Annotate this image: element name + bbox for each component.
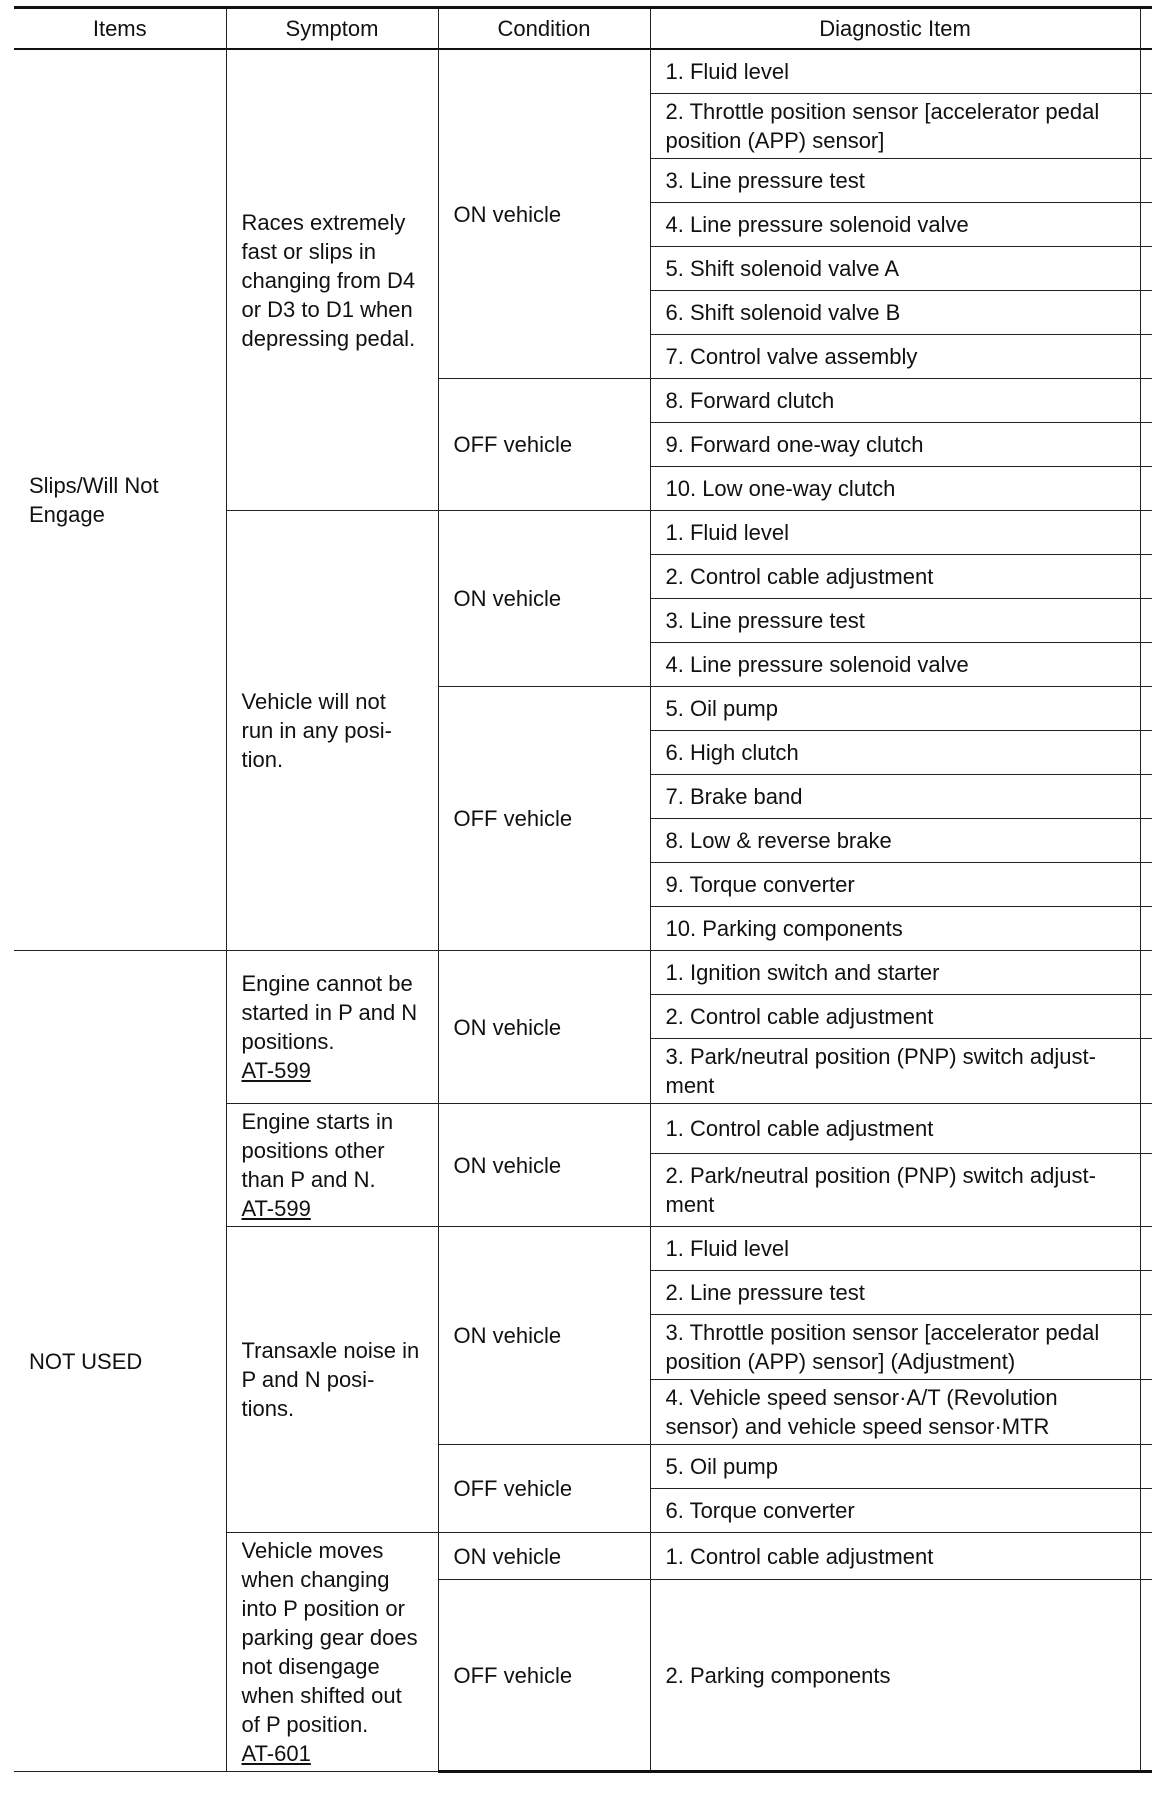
reference-cell [1140,291,1152,335]
diagnostic-item-cell: 1. Fluid level [650,511,1140,555]
reference-cell [1140,335,1152,379]
diagnostic-item-cell: 1. Control cable adjustment [650,1104,1140,1154]
diagnostic-item-cell: 2. Control cable adjustment [650,555,1140,599]
diagnostic-item-cell: 6. Torque converter [650,1489,1140,1533]
header-diagnostic-item: Diagnostic Item [650,8,1140,50]
diagnostic-item-cell: 3. Line pressure test [650,599,1140,643]
diagnostic-item-cell: 5. Oil pump [650,687,1140,731]
symptom-cell [226,951,438,1104]
condition-cell: OFF vehicle [438,687,650,951]
table-body [14,49,1152,1772]
symptom-cell [226,49,438,511]
symptom-text: Engine cannot be started in P and N positions. [241,971,418,1054]
reference-cell [1140,731,1152,775]
condition-cell: ON vehicle [438,49,650,379]
diagnostic-item-cell: 5. Shift solenoid valve A [650,247,1140,291]
diagnostic-table [14,6,1152,1773]
diagnostic-item-cell: 6. Shift solenoid valve B [650,291,1140,335]
reference-cell [1140,863,1152,907]
reference-cell [1140,1104,1152,1154]
condition-cell: OFF vehicle [438,1580,650,1772]
diagnostic-item-cell: 4. Vehicle speed sensor·A/T (Revolution sensor) and vehicle speed sensor·MTR [650,1380,1140,1445]
symptom-cell [226,1533,438,1772]
symptom-text: Transaxle noise in P and N posi-tions. [241,1338,420,1421]
diagnostic-item-cell: 9. Forward one-way clutch [650,423,1140,467]
diagnostic-item-cell: 10. Low one-way clutch [650,467,1140,511]
symptom-cell [226,1227,438,1533]
reference-cell [1140,467,1152,511]
diagnostic-item-cell: 2. Throttle position sensor [accelerator pedal position (APP) sensor] [650,94,1140,159]
symptom-cell [226,1104,438,1227]
condition-cell: ON vehicle [438,1533,650,1580]
condition-cell: ON vehicle [438,951,650,1104]
diagnostic-item-cell: 8. Low & reverse brake [650,819,1140,863]
diagnostic-item-cell: 5. Oil pump [650,1445,1140,1489]
reference-cell [1140,1489,1152,1533]
header-reference-column [1140,8,1152,50]
diagnostic-item-cell: 3. Park/neutral position (PNP) switch adjust-ment [650,1039,1140,1104]
reference-cell [1140,1315,1152,1380]
symptom-cell [226,511,438,951]
table-row [14,49,1152,94]
reference-cell [1140,94,1152,159]
symptom-text: Vehicle moves when changing into P position or parking gear does not disengage when shifted out of P position. [241,1538,418,1737]
header-condition: Condition [438,8,650,50]
reference-cell [1140,1039,1152,1104]
diagnostic-item-cell: 9. Torque converter [650,863,1140,907]
diagnostic-item-cell: 2. Park/neutral position (PNP) switch adjust-ment [650,1153,1140,1226]
reference-cell [1140,687,1152,731]
reference-cell [1140,1271,1152,1315]
reference-cell [1140,49,1152,94]
diagnostic-item-cell: 10. Parking components [650,907,1140,951]
reference-cell [1140,1580,1152,1772]
diagnostic-item-cell: 1. Fluid level [650,49,1140,94]
item-cell: Slips/Will Not Engage [14,49,226,951]
reference-cell [1140,379,1152,423]
reference-cell [1140,1445,1152,1489]
reference-cell [1140,775,1152,819]
diagnostic-item-cell: 4. Line pressure solenoid valve [650,203,1140,247]
symptom-text: Engine starts in positions other than P and N. [241,1109,394,1192]
reference-cell [1140,995,1152,1039]
symptom-text: Races extremely fast or slips in changing from D4 or D3 to D1 when depressing pedal. [241,209,416,351]
condition-cell: ON vehicle [438,1104,650,1227]
diagnostic-item-cell: 7. Control valve assembly [650,335,1140,379]
header-row [14,8,1152,50]
condition-cell: OFF vehicle [438,1445,650,1533]
diagnostic-item-cell: 1. Ignition switch and starter [650,951,1140,995]
diagnostic-item-cell: 2. Line pressure test [650,1271,1140,1315]
condition-cell: OFF vehicle [438,379,650,511]
diagnostic-item-cell: 6. High clutch [650,731,1140,775]
reference-cell [1140,1533,1152,1580]
reference-cell [1140,555,1152,599]
reference-cell [1140,511,1152,555]
table-row [14,951,1152,995]
diagnostic-item-cell: 3. Line pressure test [650,159,1140,203]
reference-cell [1140,203,1152,247]
reference-link[interactable]: AT-599 [241,1058,311,1083]
diagnostic-item-cell: 2. Parking components [650,1580,1140,1772]
condition-cell: ON vehicle [438,1227,650,1445]
reference-cell [1140,1227,1152,1271]
reference-cell [1140,247,1152,291]
diagnostic-item-cell: 4. Line pressure solenoid valve [650,643,1140,687]
diagnostic-item-cell: 1. Fluid level [650,1227,1140,1271]
condition-cell: ON vehicle [438,511,650,687]
item-cell: NOT USED [14,951,226,1772]
reference-cell [1140,1153,1152,1226]
header-symptom: Symptom [226,8,438,50]
reference-cell [1140,159,1152,203]
diagnostic-item-cell: 7. Brake band [650,775,1140,819]
reference-link[interactable]: AT-599 [241,1196,311,1221]
reference-link[interactable]: AT-601 [241,1741,311,1766]
reference-cell [1140,423,1152,467]
diagnostic-item-cell: 3. Throttle position sensor [accelerator pedal position (APP) sensor] (Adjustment) [650,1315,1140,1380]
reference-cell [1140,1380,1152,1445]
reference-cell [1140,907,1152,951]
diagnostic-item-cell: 1. Control cable adjustment [650,1533,1140,1580]
reference-cell [1140,643,1152,687]
reference-cell [1140,599,1152,643]
diagnostic-item-cell: 2. Control cable adjustment [650,995,1140,1039]
symptom-text: Vehicle will not run in any posi-tion. [241,689,392,772]
reference-cell [1140,819,1152,863]
header-items: Items [14,8,226,50]
reference-cell [1140,951,1152,995]
diagnostic-item-cell: 8. Forward clutch [650,379,1140,423]
